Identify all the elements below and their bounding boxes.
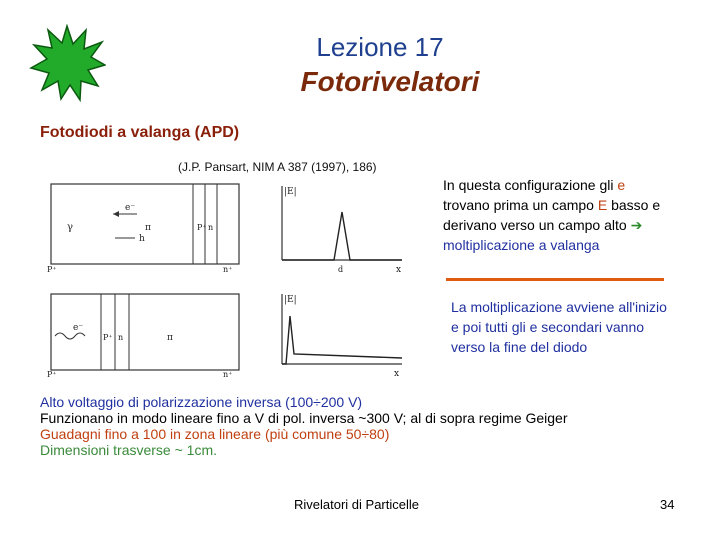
burst-star-icon [28,24,106,102]
n-plus-label-2: n⁺ [223,370,233,378]
field-axis-label-2: |E| [284,295,297,305]
electron-label-2: e⁻ [73,323,84,333]
pi-region-label: π [145,223,151,233]
depth-label: d [338,265,344,274]
n-region-label-2: n [118,333,124,342]
p-region-label: P⁺ [197,223,207,232]
hole-label: h [139,234,145,244]
n-region-label: n [208,223,214,232]
x-axis-label: x [396,265,402,275]
note-line-4: Dimensioni trasverse ~ 1cm. [40,442,218,458]
page-number: 34 [660,497,675,512]
lecture-subtitle: Fotorivelatori [300,66,480,97]
reference-citation: (J.P. Pansart, NIM A 387 (1997), 186) [178,160,377,174]
apd-structure-diagram-1 [45,178,245,273]
p-plus-label-2: P⁺ [47,370,57,378]
note-line-1: Alto voltaggio di polarizzazione inversa (100÷200 V) [40,394,363,410]
electron-label: e⁻ [125,203,136,213]
lecture-title: Lezione 17 [316,32,444,62]
explanation-paragraph-1: In questa configurazione gli e trovano prima un campo E basso e derivano verso un campo alto ➔ moltiplicazione a valanga [443,177,661,253]
apd-structure-diagram-2 [45,288,245,378]
electric-field-plot-1 [270,180,410,275]
arrow-right-icon: ➔ [630,217,643,233]
section-heading: Fotodiodi a valanga (APD) [40,124,240,141]
note-line-2: Funzionano in modo lineare fino a V di pol. inversa ~300 V; al di sopra regime Geiger [40,410,568,426]
footer-text: Rivelatori di Particelle [294,497,419,512]
p-region-label-2: P⁺ [103,333,113,342]
pi-region-label-2: π [167,333,173,343]
x-axis-label-2: x [394,369,400,378]
p-plus-label: P⁺ [47,265,57,273]
note-line-3: Guadagni fino a 100 in zona lineare (più comune 50÷80) [40,426,390,442]
n-plus-label: n⁺ [223,265,233,273]
explanation-paragraph-2: La moltiplicazione avviene all'inizio e poi tutti gli e secondari vanno verso la fine del diodo [451,299,667,355]
field-axis-label: |E| [284,187,297,197]
separator-line [446,278,664,281]
gamma-label: γ [67,222,73,233]
electric-field-plot-2 [270,288,410,378]
notes-block [40,394,568,458]
